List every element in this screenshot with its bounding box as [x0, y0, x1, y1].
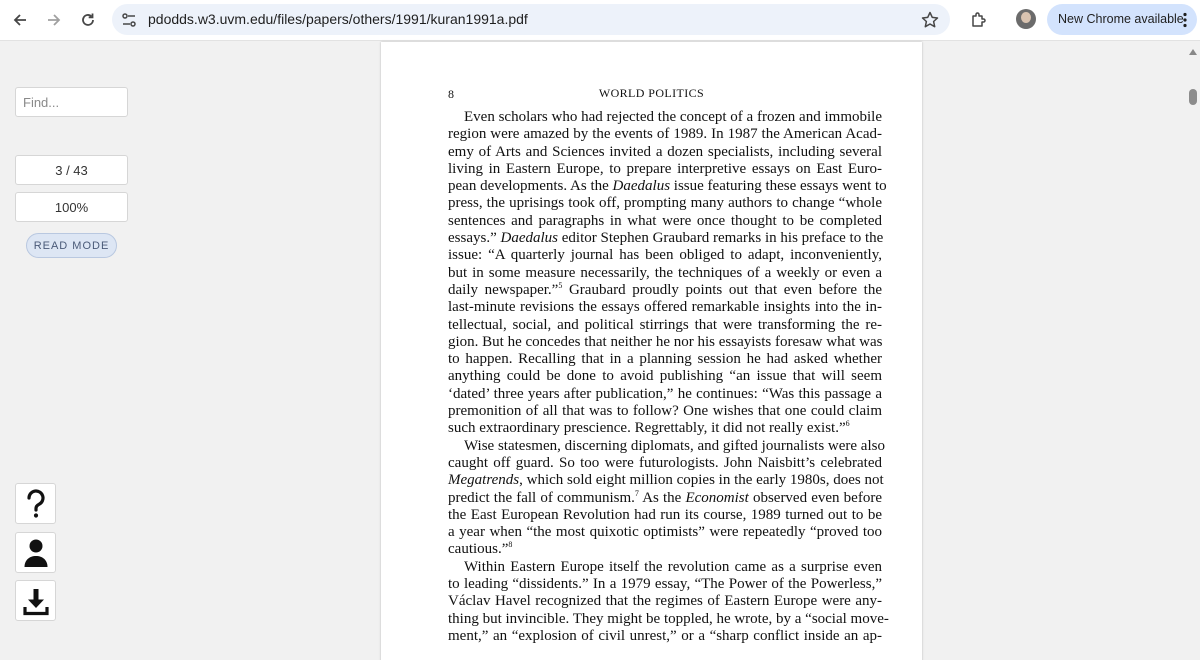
help-button[interactable]	[15, 483, 56, 524]
running-head: WORLD POLITICS	[598, 86, 705, 100]
profile-avatar[interactable]	[1016, 9, 1036, 29]
reload-icon	[79, 11, 97, 29]
help-icon	[23, 489, 49, 519]
find-input[interactable]	[15, 87, 128, 117]
pdf-page	[381, 42, 922, 660]
back-button[interactable]	[5, 5, 35, 35]
update-label: New Chrome available	[1058, 12, 1184, 26]
user-icon	[23, 538, 49, 568]
forward-button[interactable]	[39, 5, 69, 35]
read-mode-button[interactable]: READ MODE	[26, 233, 117, 258]
scanned-page-text: Even scholars who had rejected the concept of a frozen and immobile region were amazed by the events of 1989. In 1987 the American Acad- emy of Arts and Sciences invited a dozen specialists, including several living in Eastern Europe, to prepare interpretive essays on East Euro- pean developments. As the Daedalus issue featuring these essays went to press, the uprisings took off, prompting many authors to change “whole sentences and paragraphs in what were once thought to be completed essays.” Daedalus editor Stephen Graubard remarks in his preface to the issue: “A quarterly journal has been obliged to adapt, inconveniently, but in some measure necessarily, the techniques of a weekly or even a daily newspaper.”$^5$ Graubard proudly points out that even before the last-minute revisions the essays offered remarkable insights into the in- tellectual, social, and political stirrings that were transforming the re- gion. But he concedes that neither he nor his essayists foresaw what was to happen. Recalling that in a planning session he had asked whether anything could be done to avoid publishing “an issue that will seem ‘dated’ three years after publication,” he continues: “Was this passage a premonition of all that was to follow? One wishes that one could claim such extraordinary prescience. Regrettably, it did not really exist.”$^6$ Wise statesmen, discerning diplomats, and gifted journalists were also caught off guard. So too were futurologists. John Naisbitt’s celebrated Megatrends, which sold eight million copies in the early 1980s, does not predict the fall of communism.$^7$ As the Economist observed even before the East European Revolution had run its course, 1989 turned out to be a year when “the most quixotic optimists” were repeatedly “proved too cautious.”$^8$ Within Eastern Europe itself the revolution came as a surprise even to leading “dissidents.” In a 1979 essay, “The Power of the Powerless,” Václav Havel recognized that the regimes of Eastern Europe were any- thing but invincible. They might be toppled, he wrote, by a “social move- ment,” an “explosion of civil unrest,” or a “sharp conflict inside an ap-	[448, 109, 889, 644]
extensions-icon	[969, 10, 989, 30]
extensions-button[interactable]	[964, 5, 994, 35]
reload-button[interactable]	[73, 5, 103, 35]
back-arrow-icon	[11, 11, 29, 29]
page-indicator[interactable]: 3 / 43	[15, 155, 128, 185]
address-bar[interactable]	[112, 4, 950, 35]
kebab-menu-icon[interactable]	[1183, 12, 1187, 28]
download-icon	[23, 586, 49, 616]
new-chrome-available-button[interactable]	[1047, 4, 1197, 35]
scroll-up-arrow-icon[interactable]	[1189, 49, 1197, 55]
account-button[interactable]	[15, 532, 56, 573]
site-info-icon[interactable]	[120, 11, 138, 29]
vertical-scrollbar[interactable]	[1186, 41, 1200, 660]
page-number: 8	[448, 87, 454, 101]
download-button[interactable]	[15, 580, 56, 621]
star-icon[interactable]	[920, 10, 940, 30]
browser-toolbar	[0, 0, 1200, 41]
scroll-thumb[interactable]	[1189, 89, 1197, 105]
zoom-level[interactable]: 100%	[15, 192, 128, 222]
forward-arrow-icon	[45, 11, 63, 29]
url-text[interactable]: pdodds.w3.uvm.edu/files/papers/others/1991/kuran1991a.pdf	[148, 11, 528, 27]
